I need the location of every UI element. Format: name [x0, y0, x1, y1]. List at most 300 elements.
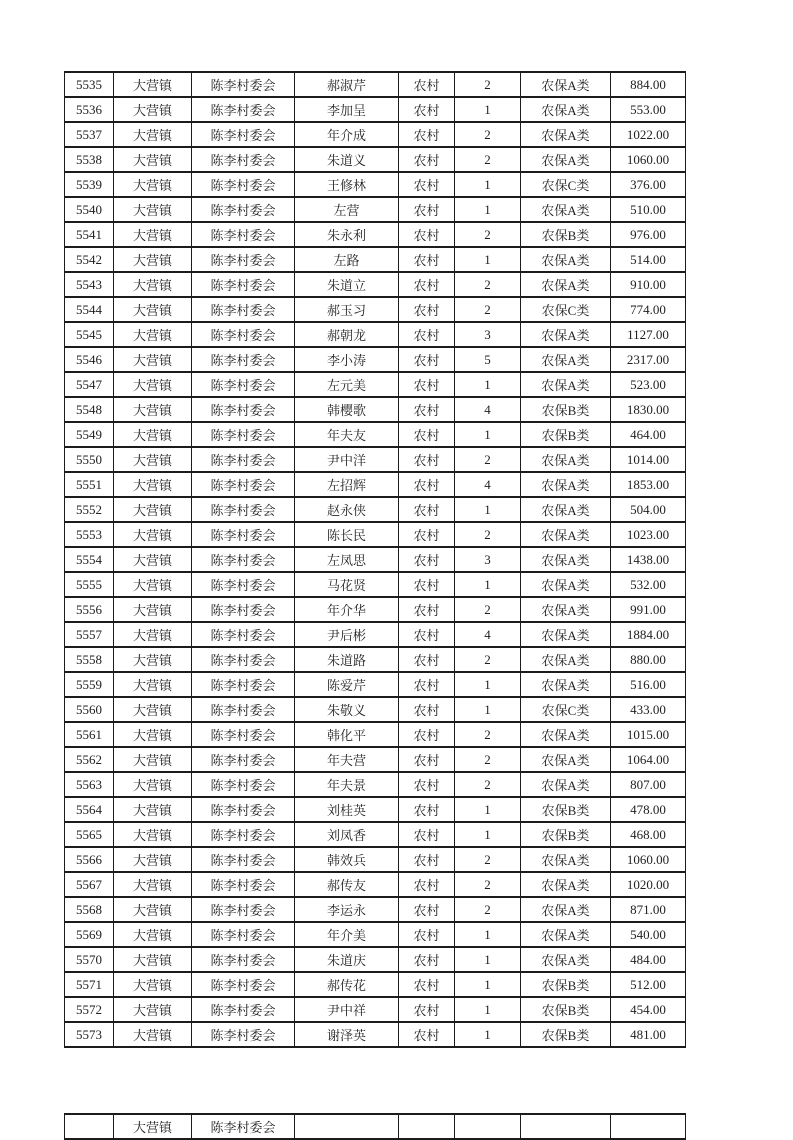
cell-serial-number: 5560 [65, 697, 114, 722]
table-row [65, 397, 686, 422]
cell-serial-number: 5556 [65, 597, 114, 622]
table-row [65, 897, 686, 922]
cell-town: 大营镇 [114, 547, 192, 572]
cell-serial-number: 5558 [65, 647, 114, 672]
cell-town: 大营镇 [114, 922, 192, 947]
cell-residence-type: 农村 [399, 272, 455, 297]
cell-person-name: 年介成 [295, 122, 399, 147]
cell-residence-type: 农村 [399, 497, 455, 522]
cell-residence-type: 农村 [399, 397, 455, 422]
cell-person-name: 朱永利 [295, 222, 399, 247]
table-row [65, 597, 686, 622]
cell-village-committee: 陈李村委会 [192, 947, 295, 972]
cell-residence-type: 农村 [399, 322, 455, 347]
table-body [65, 72, 686, 1047]
cell-insurance-category: 农保B类 [521, 972, 611, 997]
table-row [65, 497, 686, 522]
table-row [65, 997, 686, 1022]
cell-insurance-category: 农保A类 [521, 447, 611, 472]
cell-person-count: 1 [455, 1022, 521, 1047]
cell-village-committee: 陈李村委会 [192, 172, 295, 197]
cell-town: 大营镇 [114, 797, 192, 822]
cell-insurance-category: 农保A类 [521, 572, 611, 597]
cell-serial-number: 5553 [65, 522, 114, 547]
table-row [65, 797, 686, 822]
cell-person-name: 李加呈 [295, 97, 399, 122]
cell-residence-type: 农村 [399, 997, 455, 1022]
cell-amount: 553.00 [611, 97, 686, 122]
cell-person-count: 1 [455, 672, 521, 697]
cell-residence-type: 农村 [399, 697, 455, 722]
cell-person-name: 朱道路 [295, 647, 399, 672]
cell-town: 大营镇 [114, 972, 192, 997]
cell-village-committee: 陈李村委会 [192, 547, 295, 572]
cell-amount: 1060.00 [611, 147, 686, 172]
cell-town: 大营镇 [114, 172, 192, 197]
cell-amount: 807.00 [611, 772, 686, 797]
cell-town: 大营镇 [114, 522, 192, 547]
cell-village-committee: 陈李村委会 [192, 322, 295, 347]
cell-person-count: 3 [455, 547, 521, 572]
cell-village-committee: 陈李村委会 [192, 972, 295, 997]
cell-amount: 1438.00 [611, 547, 686, 572]
cell-amount: 2317.00 [611, 347, 686, 372]
cell-insurance-category: 农保A类 [521, 597, 611, 622]
cell-insurance-category: 农保A类 [521, 372, 611, 397]
benefit-table [64, 71, 686, 1048]
cell-person-name: 左路 [295, 247, 399, 272]
cell-residence-type: 农村 [399, 572, 455, 597]
cell-person-count: 1 [455, 197, 521, 222]
cell-person-count: 1 [455, 572, 521, 597]
cell-serial-number: 5562 [65, 747, 114, 772]
cell-insurance-category: 农保A类 [521, 147, 611, 172]
cell-serial-number: 5539 [65, 172, 114, 197]
cell-town: 大营镇 [114, 397, 192, 422]
cell-serial-number: 5572 [65, 997, 114, 1022]
cell-serial-number: 5535 [65, 72, 114, 97]
cell-town: 大营镇 [114, 747, 192, 772]
cell-serial-number: 5537 [65, 122, 114, 147]
cell-residence-type: 农村 [399, 747, 455, 772]
table-row [65, 972, 686, 997]
cell-residence-type: 农村 [399, 647, 455, 672]
cell-person-count: 2 [455, 122, 521, 147]
cell-town: 大营镇 [114, 597, 192, 622]
table-row [65, 172, 686, 197]
cell-residence-type: 农村 [399, 347, 455, 372]
cell-town: 大营镇 [114, 447, 192, 472]
cell-amount: 910.00 [611, 272, 686, 297]
cell-person-name: 年夫营 [295, 747, 399, 772]
cell-person-name: 尹中洋 [295, 447, 399, 472]
table-row [65, 572, 686, 597]
cell-village-committee: 陈李村委会 [192, 97, 295, 122]
cell-person-name: 年介美 [295, 922, 399, 947]
table-row [65, 697, 686, 722]
cell-person-name: 左凤思 [295, 547, 399, 572]
cell-residence-type: 农村 [399, 947, 455, 972]
cell-village-committee: 陈李村委会 [192, 272, 295, 297]
cell-amount: 433.00 [611, 697, 686, 722]
cell-serial-number: 5564 [65, 797, 114, 822]
cell-person-name: 年夫友 [295, 422, 399, 447]
cell-village-committee: 陈李村委会 [192, 472, 295, 497]
cell-person-count: 1 [455, 372, 521, 397]
cell-village-committee: 陈李村委会 [192, 197, 295, 222]
cell-amount: 512.00 [611, 972, 686, 997]
cell-serial-number: 5551 [65, 472, 114, 497]
cell-person-count: 2 [455, 772, 521, 797]
cell-serial-number: 5546 [65, 347, 114, 372]
cell-insurance-category: 农保B类 [521, 222, 611, 247]
partial-next-row [64, 1113, 685, 1135]
cell-amount: 880.00 [611, 647, 686, 672]
cell-amount: 540.00 [611, 922, 686, 947]
cell-person-name: 刘桂英 [295, 797, 399, 822]
cell-serial-number: 5567 [65, 872, 114, 897]
cell-amount: 464.00 [611, 422, 686, 447]
cell-amount: 468.00 [611, 822, 686, 847]
cell-person-count [455, 1114, 521, 1139]
table-row [65, 747, 686, 772]
cell-person-count: 2 [455, 222, 521, 247]
table-row [65, 247, 686, 272]
cell-town: 大营镇 [114, 272, 192, 297]
cell-town: 大营镇 [114, 622, 192, 647]
cell-person-name: 谢泽英 [295, 1022, 399, 1047]
cell-insurance-category: 农保A类 [521, 547, 611, 572]
cell-person-count: 1 [455, 422, 521, 447]
cell-town: 大营镇 [114, 122, 192, 147]
cell-town: 大营镇 [114, 572, 192, 597]
cell-amount: 1014.00 [611, 447, 686, 472]
cell-amount: 871.00 [611, 897, 686, 922]
cell-person-name: 朱道义 [295, 147, 399, 172]
cell-amount: 884.00 [611, 72, 686, 97]
cell-person-name: 年介华 [295, 597, 399, 622]
cell-village-committee: 陈李村委会 [192, 772, 295, 797]
cell-village-committee: 陈李村委会 [192, 847, 295, 872]
cell-person-count: 2 [455, 647, 521, 672]
table-row [65, 872, 686, 897]
table-row [65, 197, 686, 222]
cell-insurance-category: 农保B类 [521, 797, 611, 822]
cell-village-committee: 陈李村委会 [192, 297, 295, 322]
table-row [65, 297, 686, 322]
cell-amount: 1127.00 [611, 322, 686, 347]
cell-residence-type: 农村 [399, 122, 455, 147]
cell-serial-number: 5543 [65, 272, 114, 297]
cell-residence-type: 农村 [399, 897, 455, 922]
cell-village-committee: 陈李村委会 [192, 422, 295, 447]
cell-residence-type: 农村 [399, 372, 455, 397]
cell-town: 大营镇 [114, 672, 192, 697]
cell-amount: 1022.00 [611, 122, 686, 147]
cell-person-count: 1 [455, 247, 521, 272]
cell-town: 大营镇 [114, 647, 192, 672]
cell-insurance-category: 农保A类 [521, 672, 611, 697]
cell-town: 大营镇 [114, 372, 192, 397]
cell-serial-number: 5569 [65, 922, 114, 947]
cell-residence-type: 农村 [399, 872, 455, 897]
cell-residence-type: 农村 [399, 197, 455, 222]
partial-next-row-table [64, 1113, 686, 1140]
cell-serial-number: 5555 [65, 572, 114, 597]
cell-residence-type: 农村 [399, 597, 455, 622]
cell-person-count: 2 [455, 597, 521, 622]
cell-person-count: 3 [455, 322, 521, 347]
cell-person-name: 郝传友 [295, 872, 399, 897]
cell-amount: 504.00 [611, 497, 686, 522]
cell-village-committee: 陈李村委会 [192, 897, 295, 922]
table-row [65, 672, 686, 697]
cell-residence-type: 农村 [399, 422, 455, 447]
cell-insurance-category: 农保A类 [521, 897, 611, 922]
cell-person-name: 李运永 [295, 897, 399, 922]
cell-person-count: 2 [455, 847, 521, 872]
cell-residence-type: 农村 [399, 772, 455, 797]
table-row [65, 372, 686, 397]
cell-insurance-category: 农保A类 [521, 497, 611, 522]
cell-person-name: 陈长民 [295, 522, 399, 547]
cell-insurance-category: 农保A类 [521, 872, 611, 897]
table-row [65, 147, 686, 172]
cell-amount: 510.00 [611, 197, 686, 222]
cell-insurance-category: 农保A类 [521, 847, 611, 872]
cell-serial-number: 5538 [65, 147, 114, 172]
table-row [65, 947, 686, 972]
cell-insurance-category: 农保B类 [521, 822, 611, 847]
cell-person-count: 1 [455, 497, 521, 522]
cell-amount: 484.00 [611, 947, 686, 972]
cell-amount: 478.00 [611, 797, 686, 822]
cell-person-count: 2 [455, 272, 521, 297]
cell-person-count: 1 [455, 822, 521, 847]
cell-serial-number: 5561 [65, 722, 114, 747]
cell-town: 大营镇 [114, 497, 192, 522]
cell-person-count: 4 [455, 472, 521, 497]
cell-town: 大营镇 [114, 347, 192, 372]
cell-person-count: 2 [455, 72, 521, 97]
cell-person-count: 1 [455, 797, 521, 822]
cell-person-count: 4 [455, 622, 521, 647]
cell-residence-type: 农村 [399, 822, 455, 847]
cell-person-count: 1 [455, 972, 521, 997]
cell-serial-number: 5554 [65, 547, 114, 572]
table-row [65, 547, 686, 572]
cell-person-name: 朱道庆 [295, 947, 399, 972]
cell-person-name: 左元美 [295, 372, 399, 397]
table-row [65, 447, 686, 472]
cell-insurance-category: 农保A类 [521, 272, 611, 297]
cell-person-name: 陈爱芹 [295, 672, 399, 697]
cell-serial-number: 5557 [65, 622, 114, 647]
cell-serial-number: 5541 [65, 222, 114, 247]
cell-insurance-category: 农保A类 [521, 97, 611, 122]
cell-town: 大营镇 [114, 947, 192, 972]
cell-town: 大营镇 [114, 697, 192, 722]
cell-town: 大营镇 [114, 297, 192, 322]
cell-insurance-category: 农保A类 [521, 947, 611, 972]
cell-village-committee: 陈李村委会 [192, 372, 295, 397]
cell-village-committee: 陈李村委会 [192, 797, 295, 822]
table-row [65, 422, 686, 447]
table-row [65, 622, 686, 647]
cell-village-committee: 陈李村委会 [192, 222, 295, 247]
cell-town: 大营镇 [114, 847, 192, 872]
cell-person-count: 5 [455, 347, 521, 372]
cell-person-name: 年夫景 [295, 772, 399, 797]
cell-insurance-category: 农保A类 [521, 622, 611, 647]
cell-amount: 1023.00 [611, 522, 686, 547]
cell-town: 大营镇 [114, 322, 192, 347]
cell-village-committee: 陈李村委会 [192, 1114, 295, 1139]
cell-town: 大营镇 [114, 72, 192, 97]
cell-insurance-category: 农保C类 [521, 172, 611, 197]
cell-person-name: 郝朝龙 [295, 322, 399, 347]
cell-residence-type: 农村 [399, 447, 455, 472]
cell-person-count: 2 [455, 747, 521, 772]
cell-person-count: 1 [455, 97, 521, 122]
cell-amount: 1020.00 [611, 872, 686, 897]
cell-residence-type: 农村 [399, 72, 455, 97]
cell-amount: 523.00 [611, 372, 686, 397]
cell-insurance-category: 农保A类 [521, 747, 611, 772]
cell-residence-type: 农村 [399, 922, 455, 947]
cell-town: 大营镇 [114, 772, 192, 797]
table-row [65, 122, 686, 147]
cell-village-committee: 陈李村委会 [192, 147, 295, 172]
cell-serial-number: 5548 [65, 397, 114, 422]
cell-town: 大营镇 [114, 1114, 192, 1139]
cell-serial-number: 5573 [65, 1022, 114, 1047]
cell-person-count: 1 [455, 697, 521, 722]
cell-town: 大营镇 [114, 147, 192, 172]
cell-insurance-category: 农保C类 [521, 297, 611, 322]
cell-serial-number: 5544 [65, 297, 114, 322]
cell-village-committee: 陈李村委会 [192, 1022, 295, 1047]
cell-insurance-category: 农保A类 [521, 247, 611, 272]
table-row [65, 647, 686, 672]
cell-village-committee: 陈李村委会 [192, 872, 295, 897]
cell-town: 大营镇 [114, 222, 192, 247]
cell-insurance-category: 农保B类 [521, 422, 611, 447]
table-row [65, 847, 686, 872]
table-row [65, 772, 686, 797]
cell-village-committee: 陈李村委会 [192, 997, 295, 1022]
cell-person-name: 尹中祥 [295, 997, 399, 1022]
cell-amount: 1830.00 [611, 397, 686, 422]
cell-residence-type: 农村 [399, 522, 455, 547]
cell-person-name: 左招辉 [295, 472, 399, 497]
cell-insurance-category [521, 1114, 611, 1139]
cell-insurance-category: 农保B类 [521, 1022, 611, 1047]
cell-insurance-category: 农保A类 [521, 347, 611, 372]
cell-insurance-category: 农保A类 [521, 472, 611, 497]
cell-village-committee: 陈李村委会 [192, 122, 295, 147]
cell-amount: 1060.00 [611, 847, 686, 872]
cell-amount: 1064.00 [611, 747, 686, 772]
cell-serial-number: 5563 [65, 772, 114, 797]
cell-insurance-category: 农保A类 [521, 322, 611, 347]
cell-person-count: 2 [455, 872, 521, 897]
cell-person-name [295, 1114, 399, 1139]
cell-serial-number: 5552 [65, 497, 114, 522]
cell-village-committee: 陈李村委会 [192, 747, 295, 772]
cell-insurance-category: 农保A类 [521, 197, 611, 222]
cell-insurance-category: 农保A类 [521, 72, 611, 97]
cell-person-count: 2 [455, 722, 521, 747]
cell-residence-type: 农村 [399, 472, 455, 497]
cell-residence-type: 农村 [399, 297, 455, 322]
cell-amount [611, 1114, 686, 1139]
cell-insurance-category: 农保A类 [521, 722, 611, 747]
cell-person-name: 朱道立 [295, 272, 399, 297]
cell-village-committee: 陈李村委会 [192, 347, 295, 372]
cell-village-committee: 陈李村委会 [192, 397, 295, 422]
cell-village-committee: 陈李村委会 [192, 447, 295, 472]
cell-village-committee: 陈李村委会 [192, 722, 295, 747]
cell-town: 大营镇 [114, 247, 192, 272]
cell-residence-type: 农村 [399, 172, 455, 197]
cell-village-committee: 陈李村委会 [192, 822, 295, 847]
cell-person-name: 朱敬义 [295, 697, 399, 722]
cell-insurance-category: 农保A类 [521, 647, 611, 672]
cell-person-count: 2 [455, 147, 521, 172]
table-row [65, 347, 686, 372]
cell-village-committee: 陈李村委会 [192, 622, 295, 647]
cell-serial-number: 5570 [65, 947, 114, 972]
cell-amount: 1853.00 [611, 472, 686, 497]
cell-insurance-category: 农保A类 [521, 772, 611, 797]
table-row [65, 522, 686, 547]
cell-insurance-category: 农保C类 [521, 697, 611, 722]
cell-person-count: 1 [455, 997, 521, 1022]
cell-person-name: 李小涛 [295, 347, 399, 372]
cell-person-name: 韩效兵 [295, 847, 399, 872]
cell-person-name: 韩樱歌 [295, 397, 399, 422]
table-row [65, 1114, 686, 1139]
cell-serial-number: 5566 [65, 847, 114, 872]
cell-amount: 1884.00 [611, 622, 686, 647]
cell-town: 大营镇 [114, 197, 192, 222]
cell-person-count: 2 [455, 297, 521, 322]
cell-residence-type: 农村 [399, 97, 455, 122]
cell-residence-type [399, 1114, 455, 1139]
cell-residence-type: 农村 [399, 847, 455, 872]
table-row [65, 72, 686, 97]
cell-insurance-category: 农保A类 [521, 122, 611, 147]
cell-serial-number: 5536 [65, 97, 114, 122]
cell-town: 大营镇 [114, 422, 192, 447]
cell-town: 大营镇 [114, 872, 192, 897]
cell-amount: 481.00 [611, 1022, 686, 1047]
cell-town: 大营镇 [114, 822, 192, 847]
cell-person-name: 郝玉习 [295, 297, 399, 322]
cell-serial-number: 5542 [65, 247, 114, 272]
cell-amount: 376.00 [611, 172, 686, 197]
cell-person-count: 2 [455, 522, 521, 547]
cell-village-committee: 陈李村委会 [192, 672, 295, 697]
table-row [65, 272, 686, 297]
cell-person-name: 郝传花 [295, 972, 399, 997]
table-row [65, 922, 686, 947]
table-row [65, 822, 686, 847]
table-row [65, 97, 686, 122]
cell-insurance-category: 农保A类 [521, 922, 611, 947]
cell-serial-number: 5571 [65, 972, 114, 997]
